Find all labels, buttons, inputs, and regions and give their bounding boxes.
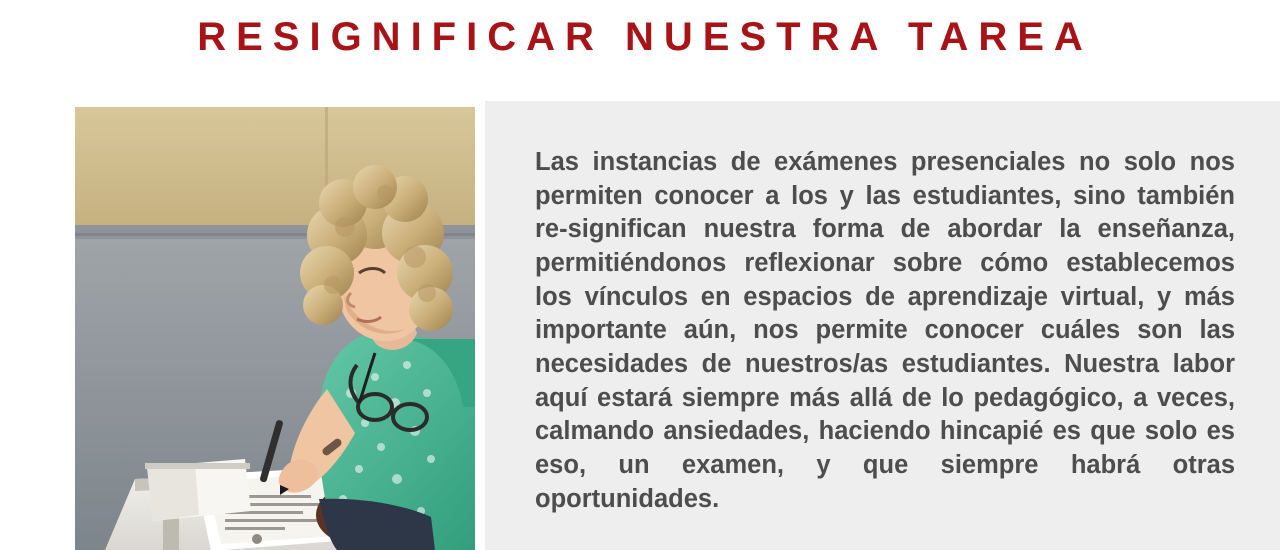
content-area: [0, 101, 1280, 550]
title-bar: [0, 0, 1280, 74]
page-title: RESIGNIFICAR NUESTRA TAREA: [197, 15, 1093, 59]
body-paragraph: Las instancias de exámenes presenciales no solo nos permiten conocer a los y las estudiantes, sino también re-significan nuestra forma de abordar la enseñanza, permitiéndonos reflexionar sobre cómo establecemos los vínculos en espacios de aprendizaje virtual, y más importante aún, nos permite conocer cuáles son las necesidades de nuestros/as estudiantes. Nuestra labor aquí estará siempre más allá de lo pedagógico, a veces, calmando ansiedades, haciendo hincapié es que solo es eso, un examen, y que siempre habrá otras oportunidades.: [535, 148, 1235, 513]
text-panel: [485, 101, 1280, 550]
photo-woman-writing-exam: [75, 107, 475, 550]
